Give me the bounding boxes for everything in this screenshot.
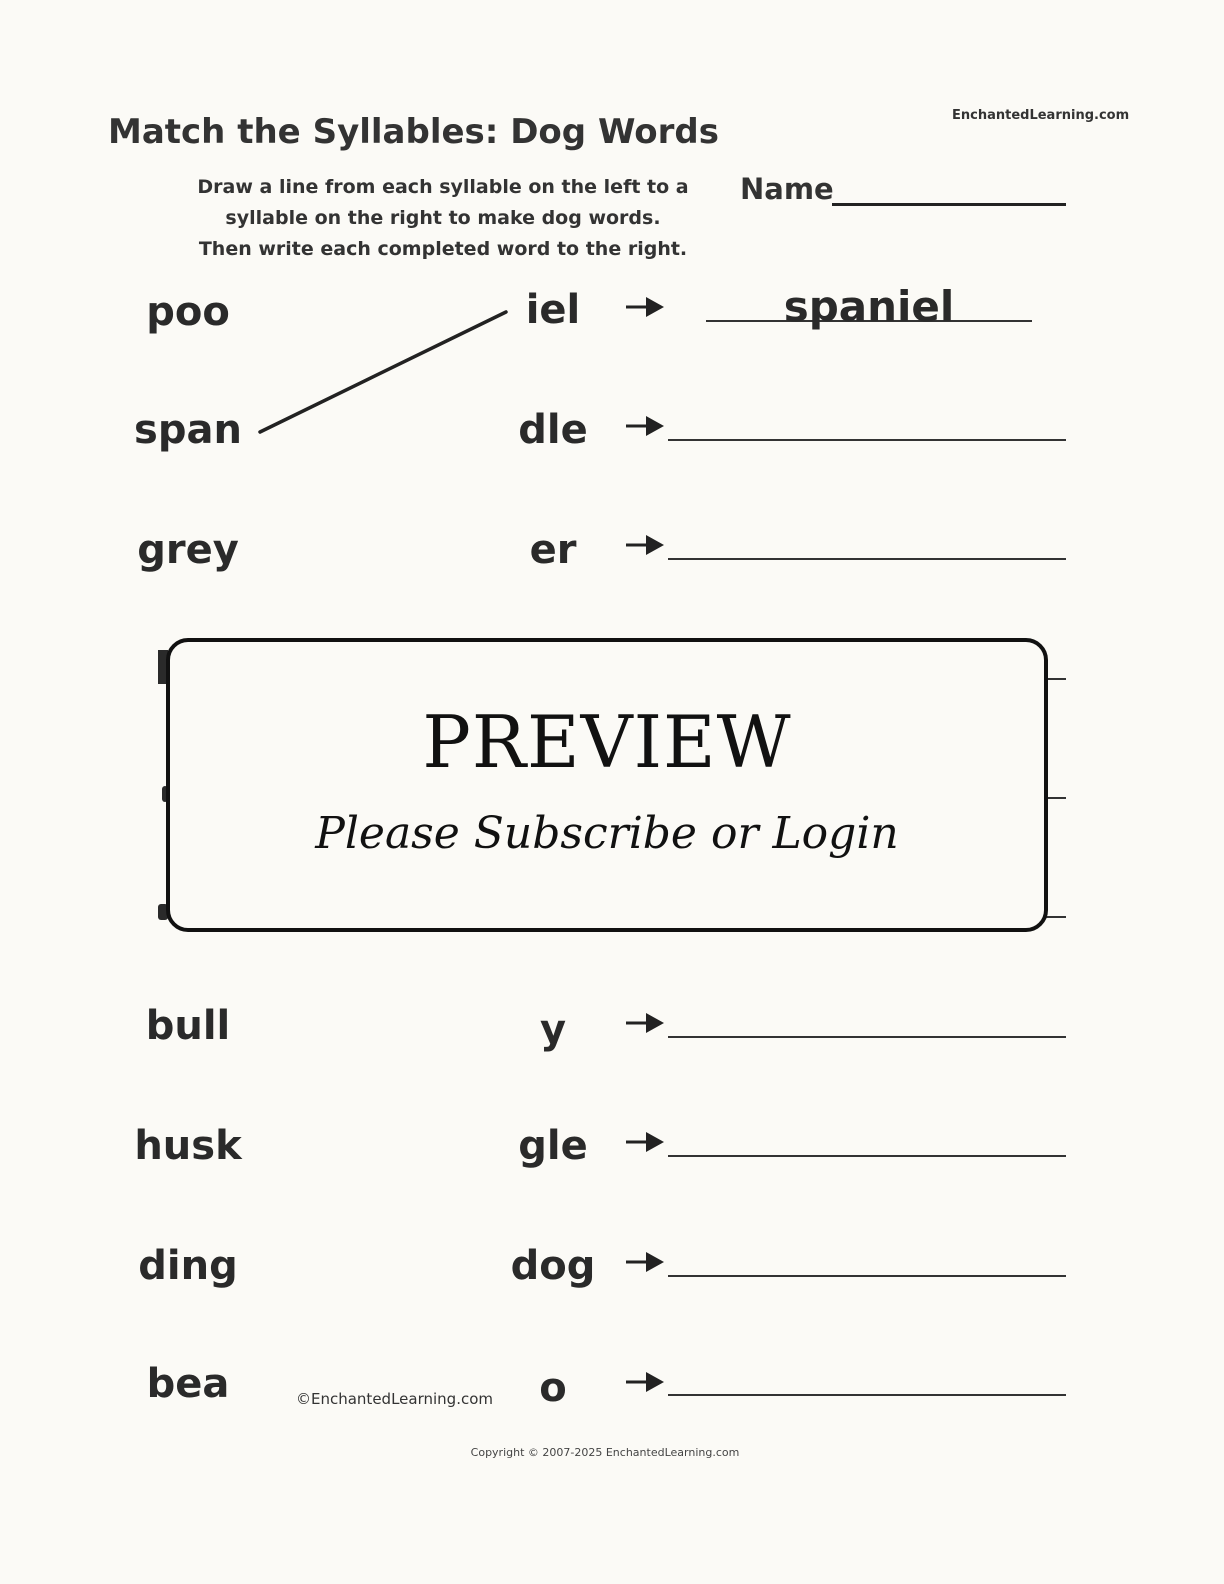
right-arrow-icon <box>624 294 666 320</box>
left-syllable: poo <box>146 289 230 335</box>
right-arrow-icon <box>624 413 666 439</box>
left-syllable: bea <box>146 1361 230 1407</box>
worksheet-title: Match the Syllables: Dog Words <box>108 112 719 152</box>
answer-line[interactable] <box>668 1275 1066 1277</box>
right-arrow-icon <box>624 1129 666 1155</box>
name-field-line[interactable] <box>832 203 1066 206</box>
left-syllable: bull <box>145 1003 231 1049</box>
answer-line[interactable] <box>668 1155 1066 1157</box>
instructions-line-2: syllable on the right to make dog words. <box>225 207 661 229</box>
answer-line[interactable] <box>668 1394 1066 1396</box>
instructions <box>160 172 726 265</box>
name-label: Name <box>740 172 834 206</box>
answer-line[interactable] <box>668 439 1066 441</box>
left-syllable: husk <box>134 1123 242 1169</box>
preview-title: PREVIEW <box>422 700 792 784</box>
right-syllable: er <box>529 527 577 573</box>
instructions-line-3: Then write each completed word to the right. <box>198 238 688 260</box>
left-syllable: grey <box>137 527 239 573</box>
copyright: Copyright © 2007-2025 EnchantedLearning.com <box>470 1446 740 1459</box>
right-arrow-icon <box>624 1249 666 1275</box>
preview-overlay[interactable] <box>166 638 1048 932</box>
answer-line[interactable] <box>668 558 1066 560</box>
right-arrow-icon <box>624 1010 666 1036</box>
site-name[interactable]: EnchantedLearning.com <box>952 108 1130 123</box>
right-syllable: dog <box>510 1243 596 1289</box>
left-syllable: ding <box>138 1243 238 1289</box>
subscribe-login-link[interactable]: Please Subscribe or Login <box>315 808 899 859</box>
left-syllable: span <box>134 407 242 453</box>
example-match-line <box>256 308 510 436</box>
right-arrow-icon <box>624 1369 666 1395</box>
right-syllable: o <box>539 1365 567 1411</box>
right-syllable: dle <box>518 407 588 453</box>
right-syllable: iel <box>525 287 581 333</box>
answer-line[interactable] <box>668 1036 1066 1038</box>
watermark: ©EnchantedLearning.com <box>296 1390 493 1408</box>
instructions-line-1: Draw a line from each syllable on the left to a <box>197 176 689 198</box>
right-syllable: y <box>539 1007 567 1053</box>
answer-example: spaniel <box>783 282 955 331</box>
right-arrow-icon <box>624 532 666 558</box>
right-syllable: gle <box>518 1123 588 1169</box>
